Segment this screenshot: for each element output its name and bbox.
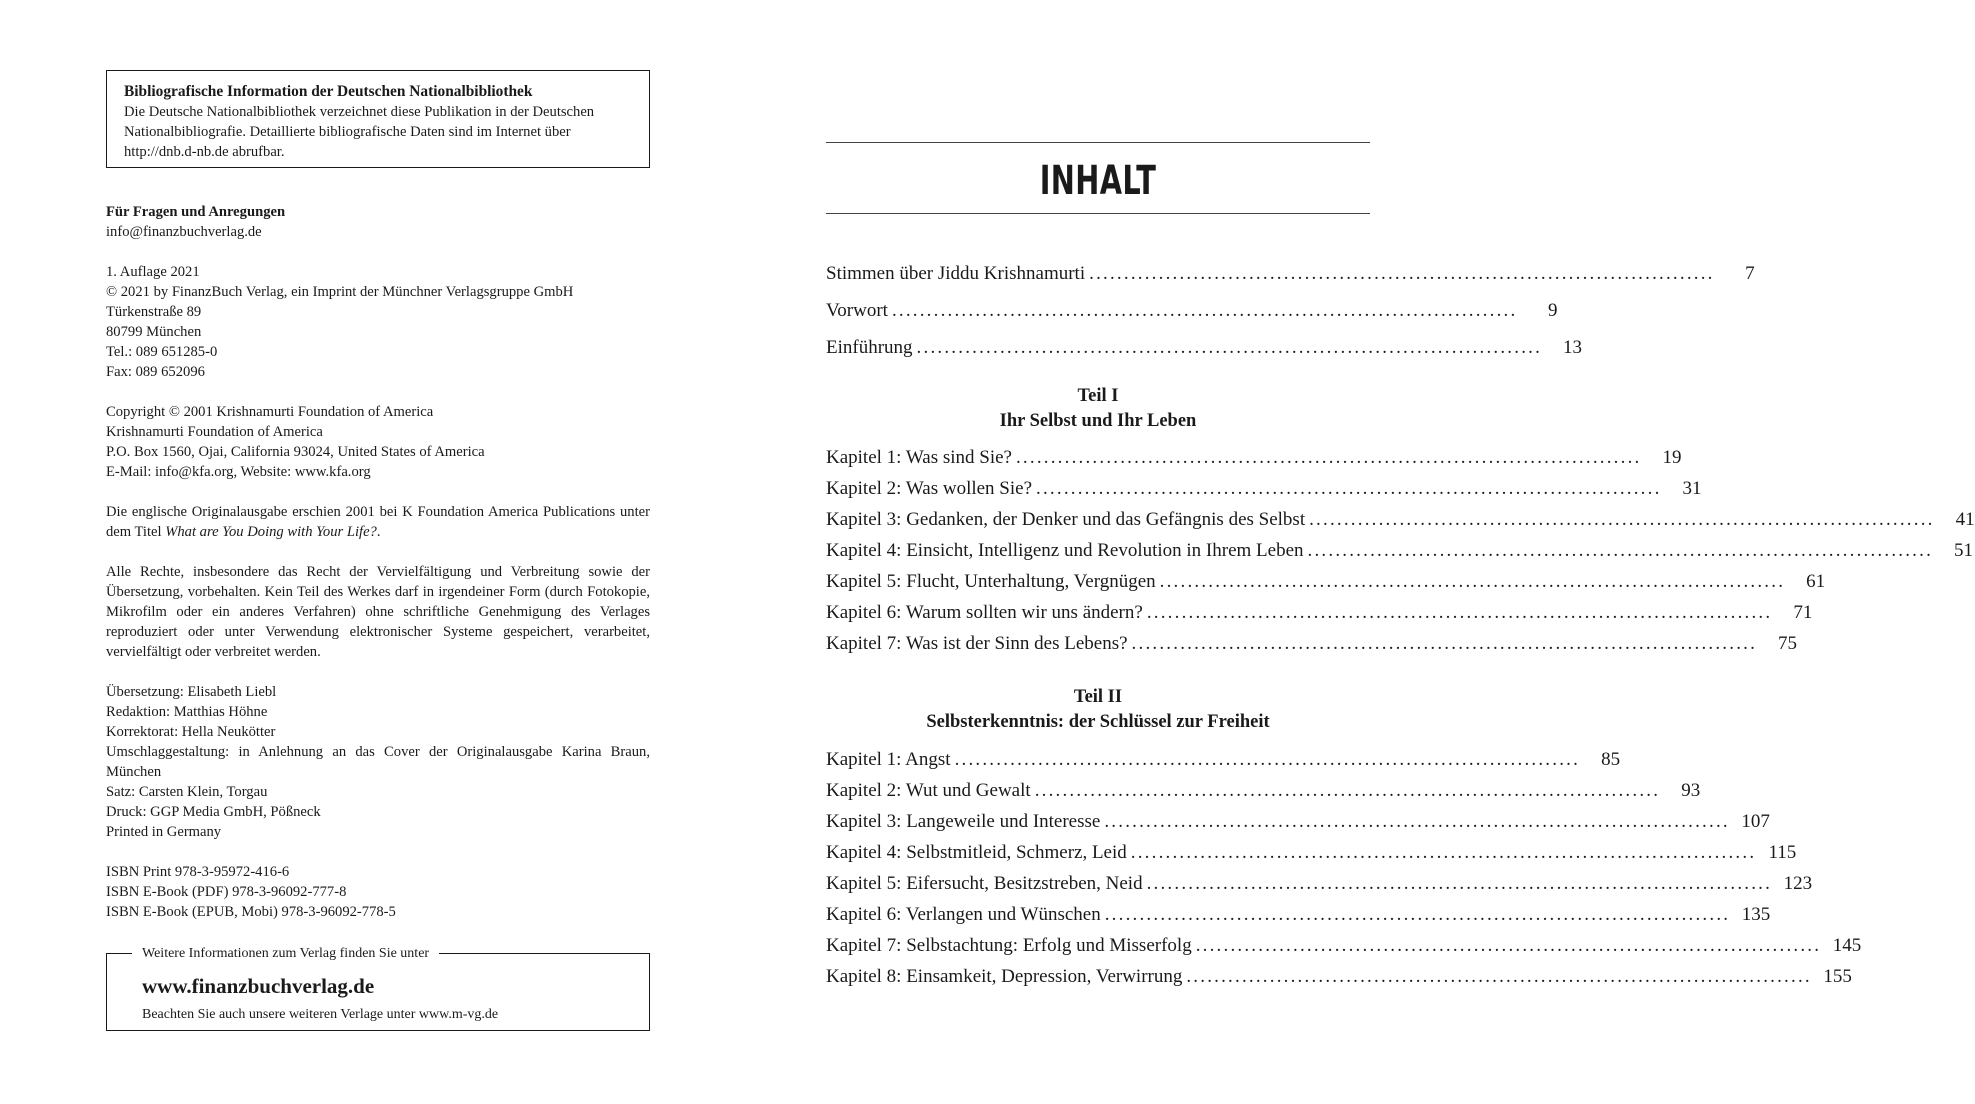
toc-entry[interactable] — [826, 446, 1682, 470]
bibliographic-info-line: http://dnb.d-nb.de abrufbar. — [124, 144, 285, 160]
title-rule-top — [826, 142, 1370, 143]
questions-heading: Für Fragen und Anregungen — [106, 204, 286, 220]
edition-line: Tel.: 089 651285-0 — [106, 344, 218, 360]
questions-block — [106, 202, 650, 242]
toc-leader-dots: .......................................................................................... — [954, 749, 1581, 770]
part-title: Ihr Selbst und Ihr Leben — [999, 411, 1197, 431]
copyright-line: E-Mail: info@kfa.org, Website: www.kfa.org — [106, 464, 371, 480]
part-number: Teil II — [1073, 687, 1123, 707]
toc-leader-dots: .......................................................................................... — [1159, 571, 1786, 592]
toc-entry-label: Kapitel 2: Wut und Gewalt — [826, 780, 1031, 801]
toc-entry[interactable] — [826, 903, 1771, 927]
toc-entry-page: 93 — [1681, 780, 1701, 801]
toc-entry[interactable] — [826, 262, 1755, 286]
edition-line: 80799 München — [106, 324, 202, 340]
toc-title: INHALT — [1039, 158, 1157, 204]
toc-leader-dots: .......................................................................................... — [1186, 966, 1812, 987]
edition-line: 1. Auflage 2021 — [106, 264, 200, 280]
toc-entry[interactable] — [826, 570, 1826, 594]
credit-line: Übersetzung: Elisabeth Liebl — [106, 684, 277, 700]
toc-entry-page: 123 — [1783, 873, 1813, 894]
rights-text: Alle Rechte, insbesondere das Recht der Vervielfältigung und Verbreitung sowie der Übersetzung, vorbehalten. Kein Teil des Werkes darf in irgendeiner Form (durch Fotokopie, Mikrofilm oder ein anderes Verfahren) ohne schriftliche Genehmigung des Verlages reproduziert oder unter Verwendung elektronischer Systeme gespeichert, verarbeitet, vervielfältigt oder verbreitet werden. — [106, 564, 650, 660]
toc-entry-label: Kapitel 8: Einsamkeit, Depression, Verwirrung — [826, 966, 1183, 987]
toc-entry[interactable] — [826, 336, 1583, 360]
toc-entry-label: Kapitel 7: Selbstachtung: Erfolg und Misserfolg — [826, 935, 1192, 956]
toc-entry-page: 7 — [1745, 263, 1755, 284]
toc-entry-page: 13 — [1563, 337, 1583, 358]
toc-entry-label: Kapitel 3: Gedanken, der Denker und das Gefängnis des Selbst — [826, 509, 1306, 530]
toc-entry[interactable] — [826, 508, 1975, 532]
toc-leader-dots: .......................................................................................... — [1130, 842, 1757, 863]
edition-line: Fax: 089 652096 — [106, 364, 205, 380]
toc-leader-dots: .......................................................................................... — [1309, 509, 1935, 530]
toc-entry-label: Kapitel 4: Selbstmitleid, Schmerz, Leid — [826, 842, 1127, 863]
toc-entry[interactable] — [826, 872, 1813, 896]
copyright-line: Krishnamurti Foundation of America — [106, 424, 323, 440]
toc-entry[interactable] — [826, 841, 1797, 865]
toc-entry-page: 155 — [1823, 966, 1852, 987]
toc-entry-page: 75 — [1778, 633, 1798, 654]
toc-entry-page: 31 — [1682, 478, 1702, 499]
toc-entry-label: Vorwort — [826, 300, 888, 321]
toc-entry-label: Kapitel 4: Einsicht, Intelligenz und Revolution in Ihrem Leben — [826, 540, 1304, 561]
original-edition-end: . — [376, 524, 381, 540]
questions-email: info@finanzbuchverlag.de — [106, 224, 262, 240]
isbn-line: ISBN E-Book (PDF) 978-3-96092-777-8 — [106, 884, 347, 900]
toc-entry-label: Kapitel 6: Verlangen und Wünschen — [826, 904, 1101, 925]
original-title: What are You Doing with Your Life? — [165, 524, 377, 540]
toc-entry-page: 135 — [1741, 904, 1771, 925]
publisher-web-box — [106, 946, 650, 1031]
credit-line: Korrektorat: Hella Neukötter — [106, 724, 276, 740]
bibliographic-info-box — [106, 70, 650, 168]
toc-entry-page: 41 — [1955, 509, 1975, 530]
copyright-line: P.O. Box 1560, Ojai, California 93024, United States of America — [106, 444, 485, 460]
credit-line: Redaktion: Matthias Höhne — [106, 704, 268, 720]
bibliographic-info-line: Die Deutsche Nationalbibliothek verzeichnet diese Publikation in der Deutschen — [124, 104, 595, 120]
part-title: Selbsterkenntnis: der Schlüssel zur Freiheit — [926, 712, 1270, 732]
rights-notice — [106, 562, 650, 662]
part-number: Teil I — [1077, 386, 1119, 406]
credit-line: Umschlaggestaltung: in Anlehnung an das Cover der Originalausgabe Karina Braun, München — [106, 744, 650, 780]
edition-block — [106, 262, 650, 382]
toc-entry[interactable] — [826, 477, 1702, 501]
publisher-web-legend: Weitere Informationen zum Verlag finden Sie unter — [132, 944, 439, 964]
toc-entry-page: 61 — [1806, 571, 1826, 592]
toc-entry[interactable] — [826, 299, 1558, 323]
credit-line: Druck: GGP Media GmbH, Pößneck — [106, 804, 321, 820]
original-edition-text: Die englische Originalausgabe erschien 2001 bei K Foundation America Publications unter dem Titel — [106, 504, 650, 540]
toc-entry-label: Kapitel 6: Warum sollten wir uns ändern? — [826, 602, 1143, 623]
credits-block — [106, 682, 650, 842]
credit-line: Satz: Carsten Klein, Torgau — [106, 784, 268, 800]
bibliographic-info-line: Nationalbibliografie. Detaillierte bibliografische Daten sind im Internet über — [124, 124, 571, 140]
toc-entry-label: Kapitel 1: Was sind Sie? — [826, 447, 1012, 468]
toc-entry[interactable] — [826, 601, 1813, 625]
toc-leader-dots: .......................................................................................... — [1146, 873, 1773, 894]
copyright-block — [106, 402, 650, 482]
toc-entry[interactable] — [826, 748, 1621, 772]
toc-entry-label: Kapitel 7: Was ist der Sinn des Lebens? — [826, 633, 1128, 654]
copyright-line: Copyright © 2001 Krishnamurti Foundation of America — [106, 404, 434, 420]
toc-leader-dots: .......................................................................................... — [1089, 263, 1715, 284]
publisher-website-link[interactable]: www.finanzbuchverlag.de — [142, 974, 375, 998]
imprint-page — [106, 0, 650, 1104]
toc-entry-label: Einführung — [826, 337, 913, 358]
publisher-web-note: Beachten Sie auch unsere weiteren Verlage unter www.m-vg.de — [142, 1007, 499, 1022]
toc-entry-label: Kapitel 1: Angst — [826, 749, 951, 770]
toc-entry[interactable] — [826, 632, 1798, 656]
toc-entry-page: 145 — [1832, 935, 1862, 956]
original-edition-note — [106, 502, 650, 542]
bibliographic-info-title: Bibliografische Information der Deutschen Nationalbibliothek — [124, 83, 533, 100]
toc-leader-dots: .......................................................................................... — [1104, 811, 1730, 832]
toc-leader-dots: .......................................................................................... — [1015, 447, 1642, 468]
toc-entry[interactable] — [826, 934, 1862, 958]
toc-entry[interactable] — [826, 965, 1852, 989]
toc-entry-page: 85 — [1601, 749, 1621, 770]
toc-page — [826, 0, 1975, 1104]
toc-entry[interactable] — [826, 810, 1770, 834]
toc-leader-dots: .......................................................................................... — [916, 337, 1543, 358]
toc-entry-page: 71 — [1793, 602, 1813, 623]
edition-line: © 2021 by FinanzBuch Verlag, ein Imprint der Münchner Verlagsgruppe GmbH — [106, 284, 574, 300]
isbn-line: ISBN Print 978-3-95972-416-6 — [106, 864, 290, 880]
toc-entry-page: 51 — [1954, 540, 1974, 561]
toc-entry-label: Kapitel 3: Langeweile und Interesse — [826, 811, 1101, 832]
toc-entry[interactable] — [826, 539, 1974, 563]
toc-entry-label: Kapitel 5: Eifersucht, Besitzstreben, Neid — [826, 873, 1143, 894]
toc-leader-dots: .......................................................................................... — [891, 300, 1518, 321]
toc-leader-dots: .......................................................................................... — [1036, 478, 1662, 499]
edition-line: Türkenstraße 89 — [106, 304, 202, 320]
toc-leader-dots: .......................................................................................... — [1104, 904, 1731, 925]
toc-leader-dots: .......................................................................................... — [1034, 780, 1661, 801]
isbn-block — [106, 862, 650, 922]
toc-leader-dots: .......................................................................................... — [1307, 540, 1934, 561]
toc-entry-page: 9 — [1547, 300, 1558, 321]
isbn-line: ISBN E-Book (EPUB, Mobi) 978-3-96092-778-5 — [106, 904, 396, 920]
credit-line: Printed in Germany — [106, 824, 222, 840]
toc-entry-page: 107 — [1741, 811, 1770, 832]
toc-entry-page: 19 — [1662, 447, 1682, 468]
toc-leader-dots: .......................................................................................... — [1146, 602, 1773, 623]
toc-entry-label: Kapitel 2: Was wollen Sie? — [826, 478, 1033, 499]
title-rule-bottom — [826, 213, 1370, 214]
toc-leader-dots: .......................................................................................... — [1195, 935, 1822, 956]
toc-entry-label: Stimmen über Jiddu Krishnamurti — [826, 263, 1086, 284]
toc-entry-page: 115 — [1768, 842, 1797, 863]
toc-leader-dots: .......................................................................................... — [1131, 633, 1758, 654]
toc-entry-label: Kapitel 5: Flucht, Unterhaltung, Vergnügen — [826, 571, 1156, 592]
toc-entry[interactable] — [826, 779, 1701, 803]
